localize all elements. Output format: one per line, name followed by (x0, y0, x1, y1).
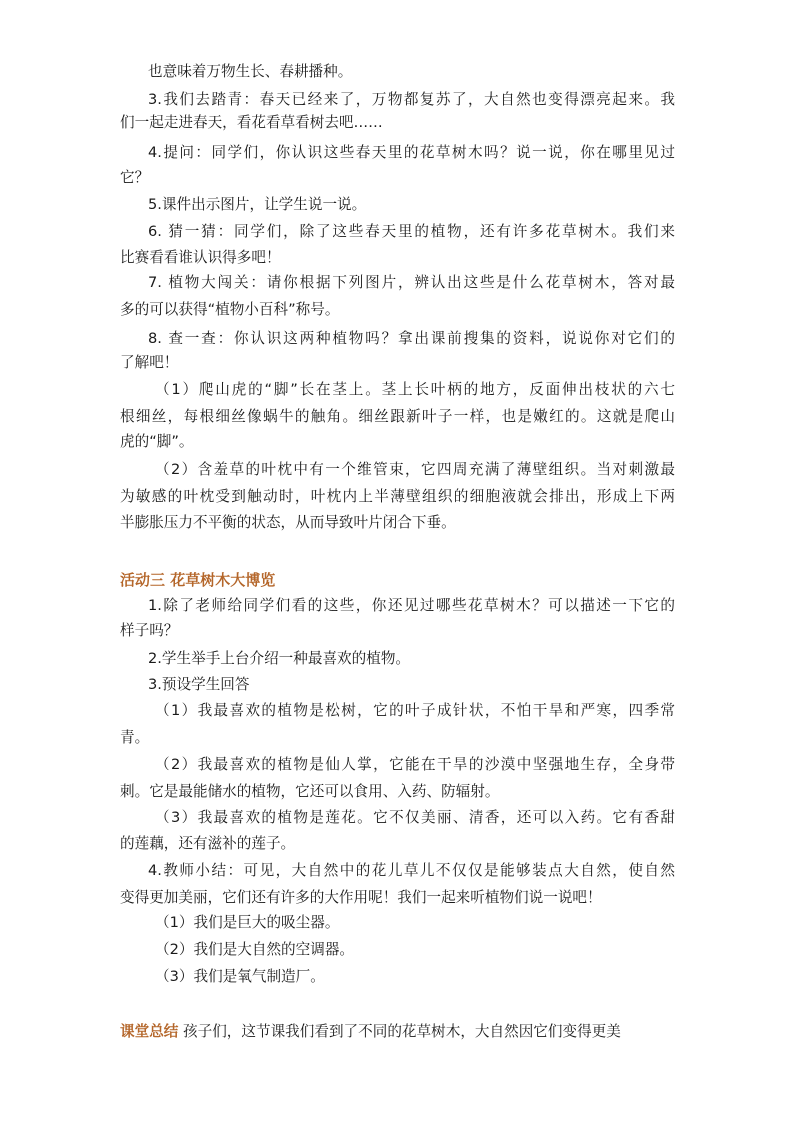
paragraph-line: 3.预设学生回答 (148, 676, 250, 693)
paragraph-line: （3）我们是氧气制造厂。 (155, 968, 325, 985)
paragraph-line: 根细丝，每根细丝像蜗牛的触角。细丝跟新叶子一样，也是嫩红的。这就是爬山 (120, 408, 675, 425)
summary-text: 孩子们，这节课我们看到了不同的花草树木，大自然因它们变得更美 (178, 1023, 621, 1040)
paragraph-line: 8. 查一查：你认识这两种植物吗？拿出课前搜集的资料，说说你对它们的 (148, 330, 675, 347)
paragraph-line: 2.学生举手上台介绍一种最喜欢的植物。 (148, 650, 411, 667)
paragraph-line: 为敏感的叶枕受到触动时，叶枕内上半薄壁组织的细胞液就会排出，形成上下两 (120, 488, 675, 505)
paragraph-line: 样子吗？ (120, 622, 179, 639)
class-summary (120, 1022, 676, 1042)
paragraph-line: 3.我们去踏青：春天已经来了，万物都复苏了，大自然也变得漂亮起来。我 (148, 91, 675, 108)
paragraph-line: （1）我最喜欢的植物是松树，它的叶子成针状，不怕干旱和严寒，四季常 (155, 702, 675, 719)
paragraph-line: 们一起走进春天，看花看草看树去吧…… (120, 114, 383, 131)
paragraph-line: 了解吧！ (120, 354, 179, 371)
paragraph-line: 它？ (120, 169, 150, 186)
paragraph-line: 7. 植物大闯关：请你根据下列图片，辨认出这些是什么花草树木，答对最 (148, 274, 675, 291)
paragraph-line: （2）含羞草的叶枕中有一个维管束，它四周充满了薄壁组织。当对刺激最 (155, 461, 675, 478)
paragraph-line: 4.提问：同学们，你认识这些春天里的花草树木吗？说一说，你在哪里见过 (148, 144, 675, 161)
paragraph-line: 青。 (120, 729, 150, 746)
paragraph-line: （1）爬山虎的“脚”长在茎上。茎上长叶柄的地方，反面伸出枝状的六七 (155, 381, 675, 398)
paragraph-line: 多的可以获得“植物小百科”称号。 (120, 301, 340, 318)
paragraph-line: 比赛看看谁认识得多吧！ (120, 249, 281, 266)
paragraph-line: 虎的“脚”。 (120, 433, 194, 450)
paragraph-line: （1）我们是巨大的吸尘器。 (155, 914, 340, 931)
section-heading: 活动三 花草树木大博览 (120, 571, 276, 589)
paragraph-line: 4.教师小结：可见，大自然中的花儿草儿不仅仅是能够装点大自然，使自然 (148, 862, 675, 879)
paragraph-line: 也意味着万物生长、春耕播种。 (148, 63, 353, 80)
paragraph-line: 半膨胀压力不平衡的状态，从而导致叶片闭合下垂。 (120, 514, 456, 531)
paragraph-line: （2）我们是大自然的空调器。 (155, 941, 355, 958)
paragraph-line: 5.课件出示图片，让学生说一说。 (148, 196, 367, 213)
summary-label: 课堂总结 (120, 1023, 179, 1040)
paragraph-line: 的莲藕，还有滋补的莲子。 (120, 835, 296, 852)
paragraph-line: 6. 猜一猜：同学们，除了这些春天里的植物，还有许多花草树木。我们来 (148, 223, 675, 240)
paragraph-line: 刺。它是最能储水的植物，它还可以食用、入药、防辐射。 (120, 783, 500, 800)
paragraph-line: 1.除了老师给同学们看的这些，你还见过哪些花草树木？可以描述一下它的 (148, 597, 675, 614)
paragraph-line: 变得更加美丽，它们还有许多的大作用呢！我们一起来听植物们说一说吧！ (120, 889, 602, 906)
paragraph-line: （2）我最喜欢的植物是仙人掌，它能在干旱的沙漠中坚强地生存，全身带 (155, 756, 675, 773)
paragraph-line: （3）我最喜欢的植物是莲花。它不仅美丽、清香，还可以入药。它有香甜 (155, 809, 675, 826)
